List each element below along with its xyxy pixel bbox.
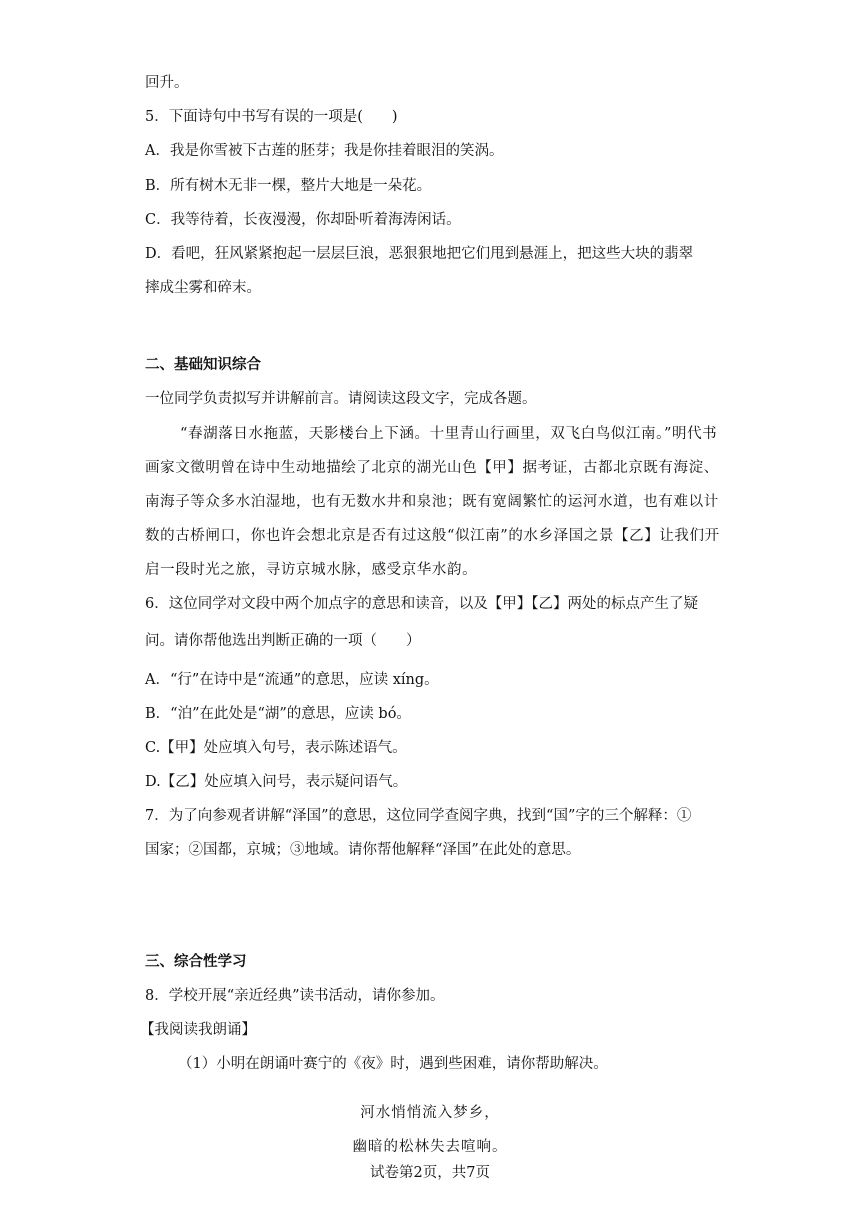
passage-line-1: “春湖落日水拖蓝，天影楼台上下涵。十里青山行画里，双飞白鸟似江南。”明代书 [180, 426, 718, 442]
question-6-stem-1: 6．这位同学对文段中两个加点字的意思和读音，以及【甲】【乙】两处的标点产生了疑 [145, 596, 698, 612]
sub-heading-reading: 【我阅读我朗诵】 [140, 1022, 256, 1038]
question-5-option-b: B．所有树木无非一棵，整片大地是一朵花。 [145, 178, 432, 194]
question-6-stem-2: 问。请你帮他选出判断正确的一项（ ） [145, 633, 421, 649]
passage-line-5: 启一段时光之旅，寻访京城水脉，感受京华水韵。 [145, 562, 478, 578]
question-5-stem: 5．下面诗句中书写有误的一项是( ) [145, 109, 398, 125]
question-6-option-c: C.【甲】处应填入句号，表示陈述语气。 [145, 740, 407, 756]
poem-line-2: 幽暗的松林失去喧响。 [352, 1138, 508, 1155]
question-6-option-d: D.【乙】处应填入问号，表示疑问语气。 [145, 774, 408, 790]
question-8-stem: 8．学校开展“亲近经典”读书活动，请你参加。 [145, 988, 445, 1004]
question-5-option-c: C．我等待着，长夜漫漫，你却卧听着海涛闲话。 [145, 212, 461, 228]
passage-line-3: 南海子等众多水泊湿地，也有无数水井和泉池；既有宽阔繁忙的运河水道，也有难以计 [145, 494, 719, 510]
section-2-heading: 二、基础知识综合 [145, 357, 261, 373]
question-7-line-2: 国家；②国都，京城；③地域。请你帮他解释“泽国”在此处的意思。 [145, 842, 581, 858]
question-5-option-d-cont: 摔成尘雾和碎末。 [145, 280, 261, 296]
section-3-heading: 三、综合性学习 [145, 954, 247, 970]
poem-line-1: 河水悄悄流入梦乡， [360, 1104, 500, 1121]
passage-line-4: 数的古桥闸口，你也许会想北京是否有过这般“似江南”的水乡泽国之景【乙】让我们开 [145, 528, 720, 544]
question-7-line-1: 7．为了向参观者讲解“泽国”的意思，这位同学查阅字典，找到“国”字的三个解释：① [145, 808, 692, 824]
question-5-option-a: A．我是你雪被下古莲的胚芽；我是你挂着眼泪的笑涡。 [145, 143, 504, 159]
question-8-part-1: （1）小明在朗诵叶赛宁的《夜》时，遇到些困难，请你帮助解决。 [178, 1056, 608, 1072]
text-fragment-top: 回升。 [145, 75, 189, 91]
section-2-intro: 一位同学负责拟写并讲解前言。请阅读这段文字，完成各题。 [145, 391, 537, 407]
question-5-option-d: D．看吧，狂风紧紧抱起一层层巨浪，恶狠狠地把它们甩到悬涯上，把这些大块的翡翠 [145, 246, 694, 262]
question-6-option-a: A．“行”在诗中是“流通”的意思，应读 xíng。 [145, 672, 439, 688]
question-6-option-b: B．“泊”在此处是“湖”的意思，应读 bó。 [145, 706, 411, 722]
passage-line-2: 画家文徵明曾在诗中生动地描绘了北京的湖光山色【甲】据考证，古都北京既有海淀、 [145, 460, 719, 476]
page-footer: 试卷第2页，共7页 [370, 1165, 490, 1181]
